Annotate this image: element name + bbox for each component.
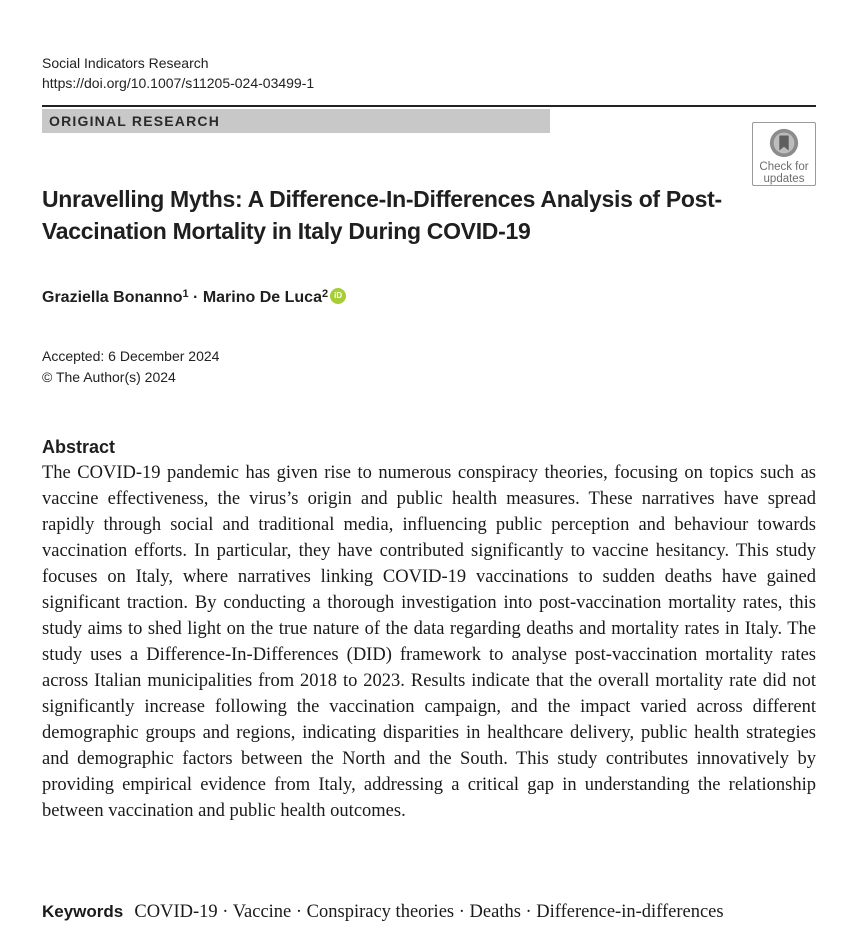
check-for-updates-badge[interactable] [752,122,816,186]
abstract-text: The COVID-19 pandemic has given rise to numerous conspiracy theories, focusing on topics such as vaccine effectiveness, the virus’s origin and public health measures. These narratives have spread rapidly through social and traditional media, influencing public perception and behaviour towards vaccination efforts. In particular, they have contributed significantly to vaccine hesitancy. This study focuses on Italy, where narratives linking COVID-19 vaccinations to sudden deaths have gained significant traction. By conducting a thorough investigation into post-vaccination mortality rates, this study aims to shed light on the true nature of the data regarding deaths and mortality rates in Italy. The study uses a Difference-In-Differences (DID) framework to analyse post-vaccination mortality rates across Italian municipalities from 2018 to 2023. Results indicate that the overall mortality rate did not significantly increase following the vaccination campaign, and the impact varied across different demographic groups and regions, indicating disparities in healthcare delivery, public health strategies and demographic factors between the North and the South. This study contributes innovatively by providing empirical evidence from Italy, addressing a critical gap in understanding the relationship between vaccination and public health outcomes. [42,463,816,821]
keywords-list: COVID-19 · Vaccine · Conspiracy theories · Deaths · Difference-in-differences [134,902,724,922]
copyright-line: © The Author(s) 2024 [42,369,176,385]
author-name[interactable]: Graziella Bonanno [42,289,183,306]
author-name[interactable]: Marino De Luca [202,289,322,306]
author-list [42,286,346,310]
affiliation-mark: 2 [321,288,329,300]
header-rule [42,105,816,107]
affiliation-mark: 1 [182,288,189,300]
keywords-label: Keywords [42,902,124,921]
bookmark-icon [767,127,801,159]
abstract-heading: Abstract [42,437,116,457]
doi-link[interactable]: https://doi.org/10.1007/s11205-024-03499-1 [42,75,315,91]
accepted-date: Accepted: 6 December 2024 [42,348,220,364]
author-separator: · [193,289,199,306]
check-updates-label: Check for updates [759,161,809,185]
article-type-banner: ORIGINAL RESEARCH [42,109,550,133]
journal-name: Social Indicators Research [42,55,209,71]
keywords-line [42,898,816,925]
article-title: Unravelling Myths: A Difference-In-Differences Analysis of Post-Vaccination Mortality in Italy During COVID-19 [42,186,722,244]
orcid-icon[interactable]: iD [330,288,346,304]
